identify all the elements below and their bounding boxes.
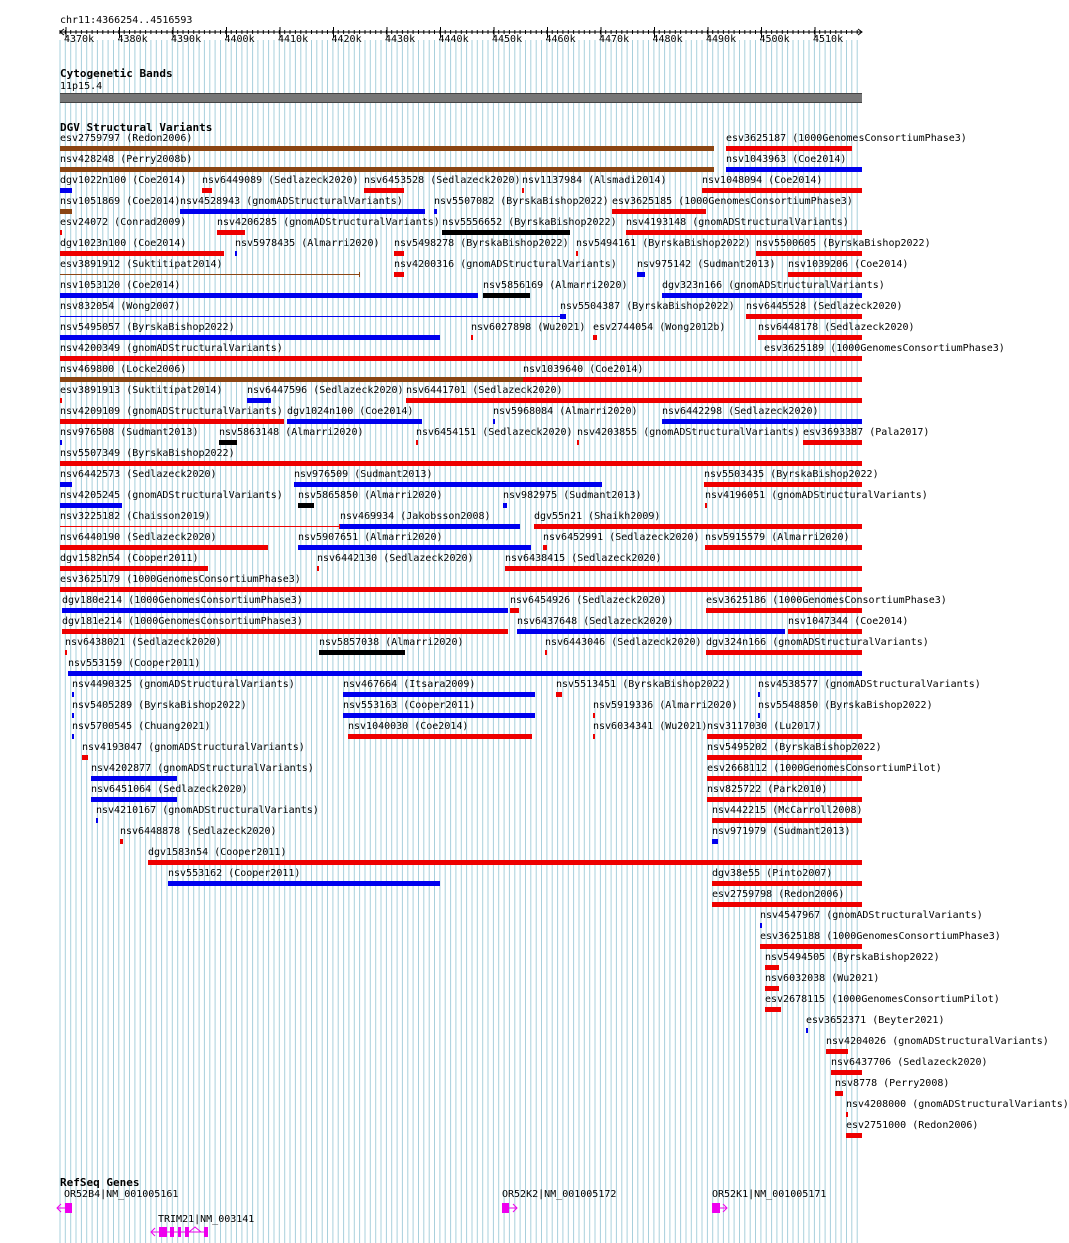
variant-bar[interactable] bbox=[788, 272, 862, 277]
variant-bar[interactable] bbox=[706, 650, 862, 655]
gene-label-or52k2[interactable]: OR52K2|NM_001005172 bbox=[502, 1189, 617, 1200]
variant-label[interactable]: nsv6437648 (Sedlazeck2020) bbox=[517, 616, 674, 627]
ruler-tick-label: 4410k bbox=[278, 34, 309, 45]
variant-bar[interactable] bbox=[788, 629, 862, 634]
variant-bar[interactable] bbox=[319, 650, 405, 655]
variant-bar[interactable] bbox=[712, 902, 862, 907]
variant-bar[interactable] bbox=[394, 272, 404, 277]
variant-label[interactable]: nsv1039640 (Coe2014) bbox=[523, 364, 644, 375]
variant-bar[interactable] bbox=[60, 209, 72, 214]
variant-label[interactable]: nsv6438415 (Sedlazeck2020) bbox=[505, 553, 662, 564]
variant-bar[interactable] bbox=[765, 986, 779, 991]
variant-bar[interactable] bbox=[60, 167, 714, 172]
variant-bar[interactable] bbox=[60, 251, 224, 256]
variant-bar[interactable] bbox=[60, 335, 440, 340]
variant-bar[interactable] bbox=[60, 356, 780, 361]
variant-label[interactable]: esv3625185 (1000GenomesConsortiumPhase3) bbox=[612, 196, 853, 207]
variant-bar[interactable] bbox=[298, 503, 314, 508]
variant-label[interactable]: nsv1051869 (Coe2014) bbox=[60, 196, 181, 207]
variant-label[interactable]: dgv1024n100 (Coe2014) bbox=[287, 406, 414, 417]
variant-bar[interactable] bbox=[60, 419, 284, 424]
variant-bar[interactable] bbox=[406, 398, 862, 403]
variant-label[interactable]: nsv1040030 (Coe2014) bbox=[348, 721, 469, 732]
cyto-band-label: 11p15.4 bbox=[60, 81, 103, 92]
variant-label[interactable]: nsv6445528 (Sedlazeck2020) bbox=[746, 301, 903, 312]
ruler-tick-label: 4450k bbox=[492, 34, 523, 45]
variant-label[interactable]: dgv181e214 (1000GenomesConsortiumPhase3) bbox=[62, 616, 303, 627]
gene-trim21[interactable] bbox=[151, 1227, 208, 1237]
variant-bar[interactable] bbox=[348, 734, 532, 739]
variant-bar[interactable] bbox=[60, 377, 523, 382]
variant-label[interactable]: nsv5504387 (ByrskaBishop2022) bbox=[560, 301, 735, 312]
variant-bar[interactable] bbox=[707, 734, 862, 739]
variant-label[interactable]: nsv3117030 (Lu2017) bbox=[707, 721, 822, 732]
variant-bar[interactable] bbox=[168, 881, 440, 886]
variant-label[interactable]: nsv553159 (Cooper2011) bbox=[68, 658, 201, 669]
variant-bar[interactable] bbox=[60, 461, 862, 466]
variant-bar[interactable] bbox=[434, 209, 437, 214]
variant-label[interactable]: nsv4202877 (gnomADStructuralVariants) bbox=[91, 763, 314, 774]
ruler-tick-label: 4380k bbox=[117, 34, 148, 45]
variant-bar[interactable] bbox=[806, 1028, 808, 1033]
variant-bar[interactable] bbox=[510, 608, 519, 613]
variant-bar[interactable] bbox=[60, 146, 714, 151]
variant-label[interactable]: esv2751000 (Redon2006) bbox=[846, 1120, 979, 1131]
variant-bar[interactable] bbox=[706, 608, 862, 613]
variant-label[interactable]: nsv5503435 (ByrskaBishop2022) bbox=[704, 469, 879, 480]
variant-bar[interactable] bbox=[68, 671, 862, 676]
variant-label[interactable]: nsv5494161 (ByrskaBishop2022) bbox=[576, 238, 751, 249]
variant-bar[interactable] bbox=[148, 860, 862, 865]
variant-label[interactable]: esv3652371 (Beyter2021) bbox=[806, 1015, 945, 1026]
variant-label[interactable]: nsv4490325 (gnomADStructuralVariants) bbox=[72, 679, 295, 690]
variant-label[interactable]: nsv5495202 (ByrskaBishop2022) bbox=[707, 742, 882, 753]
variant-label[interactable]: nsv8778 (Perry2008) bbox=[835, 1078, 950, 1089]
variant-label[interactable]: esv3625179 (1000GenomesConsortiumPhase3) bbox=[60, 574, 301, 585]
variant-label[interactable]: esv2668112 (1000GenomesConsortiumPilot) bbox=[707, 763, 942, 774]
variant-label[interactable]: esv2759797 (Redon2006) bbox=[60, 133, 193, 144]
variant-label[interactable]: dgv1022n100 (Coe2014) bbox=[60, 175, 187, 186]
variant-label[interactable]: nsv1043963 (Coe2014) bbox=[726, 154, 847, 165]
variant-bar[interactable] bbox=[120, 839, 123, 844]
variant-label[interactable]: dgv38e55 (Pinto2007) bbox=[712, 868, 833, 879]
variant-bar[interactable] bbox=[219, 440, 237, 445]
variant-bar[interactable] bbox=[831, 1070, 862, 1075]
variant-bar[interactable] bbox=[180, 209, 425, 214]
variant-bar[interactable] bbox=[576, 251, 578, 256]
variant-label[interactable]: dgv180e214 (1000GenomesConsortiumPhase3) bbox=[62, 595, 303, 606]
variant-label[interactable]: nsv5919336 (Almarri2020) bbox=[593, 700, 738, 711]
variant-label[interactable]: esv3891913 (Suktitipat2014) bbox=[60, 385, 223, 396]
variant-label[interactable]: esv3693387 (Pala2017) bbox=[803, 427, 930, 438]
variant-bar[interactable] bbox=[394, 251, 404, 256]
ruler-tick-label: 4480k bbox=[652, 34, 683, 45]
variant-label[interactable]: nsv6442573 (Sedlazeck2020) bbox=[60, 469, 217, 480]
variant-label[interactable]: nsv6454151 (Sedlazeck2020) bbox=[416, 427, 573, 438]
variant-label[interactable]: nsv3225182 (Chaisson2019) bbox=[60, 511, 211, 522]
variant-label[interactable]: nsv6441701 (Sedlazeck2020) bbox=[406, 385, 563, 396]
variant-bar[interactable] bbox=[765, 965, 779, 970]
variant-label[interactable]: nsv6443046 (Sedlazeck2020) bbox=[545, 637, 702, 648]
variant-bar[interactable] bbox=[712, 881, 862, 886]
variant-bar[interactable] bbox=[543, 545, 547, 550]
variant-label[interactable]: nsv5978435 (Almarri2020) bbox=[235, 238, 380, 249]
variant-label[interactable]: nsv6442130 (Sedlazeck2020) bbox=[317, 553, 474, 564]
variant-bar[interactable] bbox=[662, 419, 862, 424]
ruler-tick-label: 4400k bbox=[224, 34, 255, 45]
variant-label[interactable]: nsv1137984 (Alsmadi2014) bbox=[522, 175, 667, 186]
ruler-tick-label: 4440k bbox=[438, 34, 469, 45]
variant-label[interactable]: nsv6032038 (Wu2021) bbox=[765, 973, 880, 984]
variant-label[interactable]: nsv6437706 (Sedlazeck2020) bbox=[831, 1057, 988, 1068]
variant-label[interactable]: nsv4528943 (gnomADStructuralVariants) bbox=[180, 196, 403, 207]
variant-bar[interactable] bbox=[340, 524, 520, 529]
variant-label[interactable]: nsv4210167 (gnomADStructuralVariants) bbox=[96, 805, 319, 816]
variant-label[interactable]: dgv1582n54 (Cooper2011) bbox=[60, 553, 199, 564]
variant-bar[interactable] bbox=[758, 713, 760, 718]
variant-label[interactable]: nsv976509 (Sudmant2013) bbox=[294, 469, 433, 480]
variant-bar[interactable] bbox=[60, 587, 862, 592]
variant-label[interactable]: nsv4193047 (gnomADStructuralVariants) bbox=[82, 742, 305, 753]
variant-bar[interactable] bbox=[707, 776, 862, 781]
variant-bar[interactable] bbox=[523, 377, 862, 382]
variant-label[interactable]: nsv825722 (Park2010) bbox=[707, 784, 828, 795]
variant-label[interactable]: nsv6440190 (Sedlazeck2020) bbox=[60, 532, 217, 543]
ruler-tick-label: 4390k bbox=[171, 34, 202, 45]
variant-bar[interactable] bbox=[726, 167, 862, 172]
variant-bar[interactable] bbox=[60, 316, 564, 317]
variant-label[interactable]: nsv4200316 (gnomADStructuralVariants) bbox=[394, 259, 617, 270]
variant-label[interactable]: nsv6447596 (Sedlazeck2020) bbox=[247, 385, 404, 396]
variant-bar[interactable] bbox=[760, 923, 762, 928]
variant-label[interactable]: nsv6453528 (Sedlazeck2020) bbox=[364, 175, 521, 186]
variant-bar[interactable] bbox=[60, 188, 72, 193]
variant-label[interactable]: nsv467664 (Itsara2009) bbox=[343, 679, 476, 690]
variant-label[interactable]: nsv5548850 (ByrskaBishop2022) bbox=[758, 700, 933, 711]
variant-bar[interactable] bbox=[662, 293, 862, 298]
variant-label[interactable]: nsv1053120 (Coe2014) bbox=[60, 280, 181, 291]
variant-bar[interactable] bbox=[593, 734, 595, 739]
variant-label[interactable]: nsv428248 (Perry2008b) bbox=[60, 154, 193, 165]
variant-bar[interactable] bbox=[471, 335, 473, 340]
variant-bar[interactable] bbox=[60, 274, 360, 275]
variant-bar[interactable] bbox=[60, 398, 62, 403]
variant-label[interactable]: esv3625187 (1000GenomesConsortiumPhase3) bbox=[726, 133, 967, 144]
variant-label[interactable]: nsv6034341 (Wu2021) bbox=[593, 721, 708, 732]
variant-bar[interactable] bbox=[505, 566, 862, 571]
variant-bar[interactable] bbox=[96, 818, 98, 823]
variant-label[interactable]: nsv5865850 (Almarri2020) bbox=[298, 490, 443, 501]
variant-bar[interactable] bbox=[91, 797, 177, 802]
variant-bar[interactable] bbox=[803, 440, 862, 445]
ruler-tick-label: 4490k bbox=[706, 34, 737, 45]
variant-label[interactable]: nsv4193148 (gnomADStructuralVariants) bbox=[626, 217, 849, 228]
variant-label[interactable]: nsv5513451 (ByrskaBishop2022) bbox=[556, 679, 731, 690]
variant-label[interactable]: nsv5498278 (ByrskaBishop2022) bbox=[394, 238, 569, 249]
variant-label[interactable]: nsv5915579 (Almarri2020) bbox=[705, 532, 850, 543]
ruler-tick-label: 4500k bbox=[759, 34, 790, 45]
variant-label[interactable]: nsv5405289 (ByrskaBishop2022) bbox=[72, 700, 247, 711]
variant-bar[interactable] bbox=[62, 629, 508, 634]
variant-label[interactable]: esv24072 (Conrad2009) bbox=[60, 217, 187, 228]
variant-bar[interactable] bbox=[493, 419, 495, 424]
variant-bar[interactable] bbox=[247, 398, 271, 403]
variant-bar[interactable] bbox=[764, 356, 862, 361]
gene-or52b4[interactable] bbox=[57, 1203, 72, 1213]
gene-label-or52b4[interactable]: OR52B4|NM_001005161 bbox=[64, 1189, 179, 1200]
variant-bar[interactable] bbox=[705, 545, 862, 550]
variant-label[interactable]: nsv971979 (Sudmant2013) bbox=[712, 826, 851, 837]
variant-label[interactable]: nsv469934 (Jakobsson2008) bbox=[340, 511, 491, 522]
variant-bar[interactable] bbox=[60, 566, 208, 571]
variant-label[interactable]: nsv553163 (Cooper2011) bbox=[343, 700, 476, 711]
variant-bar[interactable] bbox=[760, 944, 862, 949]
variant-label[interactable]: nsv5507349 (ByrskaBishop2022) bbox=[60, 448, 235, 459]
variant-bar[interactable] bbox=[517, 629, 785, 634]
variant-label[interactable]: nsv5968084 (Almarri2020) bbox=[493, 406, 638, 417]
cyto-title: Cytogenetic Bands bbox=[60, 67, 173, 80]
variant-label[interactable]: nsv976508 (Sudmant2013) bbox=[60, 427, 199, 438]
variant-bar[interactable] bbox=[756, 251, 862, 256]
variant-label[interactable]: esv3625189 (1000GenomesConsortiumPhase3) bbox=[764, 343, 1005, 354]
variant-label[interactable]: nsv832054 (Wong2007) bbox=[60, 301, 181, 312]
variant-label[interactable]: nsv5494505 (ByrskaBishop2022) bbox=[765, 952, 940, 963]
variant-label[interactable]: nsv5556652 (ByrskaBishop2022) bbox=[442, 217, 617, 228]
variant-label[interactable]: nsv4205245 (gnomADStructuralVariants) bbox=[60, 490, 283, 501]
variant-label[interactable]: nsv4538577 (gnomADStructuralVariants) bbox=[758, 679, 981, 690]
variant-label[interactable]: nsv442215 (McCarroll2008) bbox=[712, 805, 863, 816]
variant-bar[interactable] bbox=[287, 419, 422, 424]
variant-label[interactable]: nsv553162 (Cooper2011) bbox=[168, 868, 301, 879]
variant-bar[interactable] bbox=[503, 503, 507, 508]
variant-bar[interactable] bbox=[637, 272, 645, 277]
variant-bar[interactable] bbox=[702, 188, 862, 193]
variant-bar[interactable] bbox=[364, 188, 404, 193]
variant-label[interactable]: nsv5907651 (Almarri2020) bbox=[298, 532, 443, 543]
variant-bar[interactable] bbox=[60, 503, 122, 508]
variant-bar[interactable] bbox=[612, 209, 706, 214]
gene-glyphs bbox=[0, 1198, 890, 1238]
variant-label[interactable]: nsv4206285 (gnomADStructuralVariants) bbox=[217, 217, 440, 228]
variant-bar[interactable] bbox=[235, 251, 237, 256]
variant-bar[interactable] bbox=[298, 545, 531, 550]
ruler-tick-label: 4430k bbox=[385, 34, 416, 45]
variant-label[interactable]: nsv5495057 (ByrskaBishop2022) bbox=[60, 322, 235, 333]
variant-bar[interactable] bbox=[707, 755, 862, 760]
variant-bar[interactable] bbox=[416, 440, 418, 445]
variant-label[interactable]: esv3625186 (1000GenomesConsortiumPhase3) bbox=[706, 595, 947, 606]
variant-label[interactable]: nsv5856169 (Almarri2020) bbox=[483, 280, 628, 291]
variant-bar[interactable] bbox=[705, 503, 707, 508]
variant-label[interactable]: nsv1039206 (Coe2014) bbox=[788, 259, 909, 270]
variant-bar[interactable] bbox=[758, 335, 862, 340]
variant-label[interactable]: nsv975142 (Sudmant2013) bbox=[637, 259, 776, 270]
ruler-tick-label: 4510k bbox=[813, 34, 844, 45]
variant-bar[interactable] bbox=[849, 146, 852, 151]
variant-bar[interactable] bbox=[712, 839, 718, 844]
variant-bar[interactable] bbox=[60, 545, 268, 550]
variant-label[interactable]: nsv4196051 (gnomADStructuralVariants) bbox=[705, 490, 928, 501]
ruler-tick-label: 4460k bbox=[545, 34, 576, 45]
variant-label[interactable]: nsv4203855 (gnomADStructuralVariants) bbox=[577, 427, 800, 438]
variant-label[interactable]: nsv5507082 (ByrskaBishop2022) bbox=[434, 196, 609, 207]
variant-label[interactable]: dgv1583n54 (Cooper2011) bbox=[148, 847, 287, 858]
variant-bar[interactable] bbox=[846, 1112, 848, 1117]
variant-label[interactable]: esv2744054 (Wong2012b) bbox=[593, 322, 726, 333]
variant-label[interactable]: nsv6454926 (Sedlazeck2020) bbox=[510, 595, 667, 606]
variant-bar[interactable] bbox=[704, 482, 862, 487]
variant-bar[interactable] bbox=[442, 230, 570, 235]
variant-bar[interactable] bbox=[294, 482, 602, 487]
variant-label[interactable]: nsv5700545 (Chuang2021) bbox=[72, 721, 211, 732]
dgv-title: DGV Structural Variants bbox=[60, 121, 213, 134]
variant-bar[interactable] bbox=[72, 713, 74, 718]
gene-or52k1[interactable] bbox=[712, 1203, 727, 1213]
variant-bar[interactable] bbox=[60, 293, 478, 298]
variant-label[interactable]: nsv6448878 (Sedlazeck2020) bbox=[120, 826, 277, 837]
variant-bar[interactable] bbox=[82, 755, 88, 760]
variant-bar[interactable] bbox=[65, 650, 67, 655]
variant-bar[interactable] bbox=[60, 482, 72, 487]
variant-label[interactable]: esv2678115 (1000GenomesConsortiumPilot) bbox=[765, 994, 1000, 1005]
variant-label[interactable]: nsv6442298 (Sedlazeck2020) bbox=[662, 406, 819, 417]
cyto-band-bar[interactable] bbox=[60, 93, 862, 103]
gene-label-trim21[interactable]: TRIM21|NM_003141 bbox=[158, 1214, 255, 1225]
ruler-tick-label: 4420k bbox=[331, 34, 362, 45]
variant-bar[interactable] bbox=[62, 608, 508, 613]
variant-label[interactable]: nsv6452991 (Sedlazeck2020) bbox=[543, 532, 700, 543]
variant-bar[interactable] bbox=[317, 566, 319, 571]
variant-label[interactable]: esv2759798 (Redon2006) bbox=[712, 889, 845, 900]
variant-label[interactable]: nsv982975 (Sudmant2013) bbox=[503, 490, 642, 501]
variant-bar[interactable] bbox=[343, 713, 535, 718]
variant-label[interactable]: nsv4204026 (gnomADStructuralVariants) bbox=[826, 1036, 1049, 1047]
variant-bar[interactable] bbox=[483, 293, 530, 298]
variant-label[interactable]: nsv4200349 (gnomADStructuralVariants) bbox=[60, 343, 283, 354]
variant-bar[interactable] bbox=[556, 692, 562, 697]
variant-bar[interactable] bbox=[746, 314, 862, 319]
variant-label[interactable]: nsv6449089 (Sedlazeck2020) bbox=[202, 175, 359, 186]
ruler-coords: chr11:4366254..4516593 bbox=[60, 15, 193, 26]
variant-label[interactable]: esv3625188 (1000GenomesConsortiumPhase3) bbox=[760, 931, 1001, 942]
variant-bar[interactable] bbox=[846, 1133, 862, 1138]
ruler-tick-label: 4470k bbox=[599, 34, 630, 45]
variant-label[interactable]: nsv6027898 (Wu2021) bbox=[471, 322, 586, 333]
variant-label[interactable]: nsv4208000 (gnomADStructuralVariants) bbox=[846, 1099, 1069, 1110]
variant-bar[interactable] bbox=[826, 1049, 848, 1054]
refseq-title: RefSeq Genes bbox=[60, 1176, 140, 1189]
variant-label[interactable]: dgv323n166 (gnomADStructuralVariants) bbox=[662, 280, 885, 291]
variant-label[interactable]: nsv469800 (Locke2006) bbox=[60, 364, 187, 375]
variant-bar[interactable] bbox=[577, 440, 579, 445]
variant-bar[interactable] bbox=[60, 230, 62, 235]
variant-bar[interactable] bbox=[545, 650, 547, 655]
gene-label-or52k1[interactable]: OR52K1|NM_001005171 bbox=[712, 1189, 827, 1200]
variant-bar[interactable] bbox=[91, 776, 177, 781]
ruler-tick-label: 4370k bbox=[64, 34, 95, 45]
variant-label[interactable]: nsv6438021 (Sedlazeck2020) bbox=[65, 637, 222, 648]
variant-bar[interactable] bbox=[560, 314, 566, 319]
variant-label[interactable]: dgv1023n100 (Coe2014) bbox=[60, 238, 187, 249]
variant-bar[interactable] bbox=[343, 692, 535, 697]
variant-label[interactable]: nsv1048094 (Coe2014) bbox=[702, 175, 823, 186]
variant-bar-end bbox=[359, 272, 360, 277]
variant-bar[interactable] bbox=[707, 797, 862, 802]
variant-bar[interactable] bbox=[534, 524, 862, 529]
variant-bar[interactable] bbox=[60, 440, 62, 445]
variant-bar[interactable] bbox=[712, 818, 862, 823]
gene-or52k2[interactable] bbox=[502, 1203, 517, 1213]
variant-label[interactable]: nsv6451064 (Sedlazeck2020) bbox=[91, 784, 248, 795]
variant-label[interactable]: dgv324n166 (gnomADStructuralVariants) bbox=[706, 637, 929, 648]
variant-bar[interactable] bbox=[72, 692, 74, 697]
variant-label[interactable]: esv3891912 (Suktitipat2014) bbox=[60, 259, 223, 270]
variant-bar[interactable] bbox=[626, 230, 862, 235]
variant-bar[interactable] bbox=[202, 188, 212, 193]
variant-bar[interactable] bbox=[60, 526, 340, 527]
variant-label[interactable]: nsv4547967 (gnomADStructuralVariants) bbox=[760, 910, 983, 921]
variant-label[interactable]: nsv6448178 (Sedlazeck2020) bbox=[758, 322, 915, 333]
variant-bar[interactable] bbox=[593, 713, 595, 718]
variant-label[interactable]: nsv5857038 (Almarri2020) bbox=[319, 637, 464, 648]
variant-label[interactable]: nsv5500605 (ByrskaBishop2022) bbox=[756, 238, 931, 249]
variant-bar[interactable] bbox=[765, 1007, 781, 1012]
variant-bar[interactable] bbox=[593, 335, 597, 340]
variant-bar[interactable] bbox=[758, 692, 760, 697]
variant-label[interactable]: nsv4209109 (gnomADStructuralVariants) bbox=[60, 406, 283, 417]
variant-label[interactable]: dgv55n21 (Shaikh2009) bbox=[534, 511, 661, 522]
variant-label[interactable]: nsv5863148 (Almarri2020) bbox=[219, 427, 364, 438]
variant-label[interactable]: nsv1047344 (Coe2014) bbox=[788, 616, 909, 627]
variant-bar[interactable] bbox=[835, 1091, 843, 1096]
variant-bar[interactable] bbox=[726, 146, 850, 151]
variant-bar[interactable] bbox=[217, 230, 245, 235]
variant-bar[interactable] bbox=[72, 734, 74, 739]
variant-bar[interactable] bbox=[522, 188, 524, 193]
